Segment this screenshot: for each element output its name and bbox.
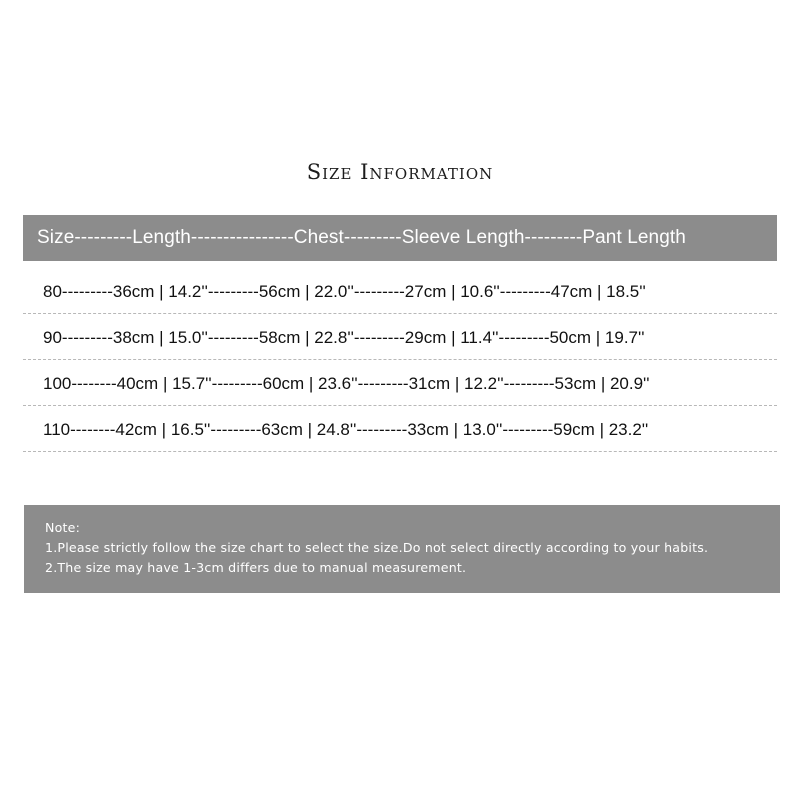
table-row: 80---------36cm | 14.2''---------56cm | 22.0''---------27cm | 10.6''---------47cm | 18.5'' [23,268,777,314]
size-table-header: Size---------Length----------------Chest---------Sleeve Length---------Pant Length [23,215,777,261]
table-row: 110--------42cm | 16.5''---------63cm | 24.8''---------33cm | 13.0''---------59cm | 23.2'' [23,406,777,452]
note-line-2: 2.The size may have 1-3cm differs due to manual measurement. [45,560,467,575]
note-box [24,505,780,593]
note-heading: Note: [45,520,81,535]
page-title: Size Information [306,160,494,184]
table-row: 100--------40cm | 15.7''---------60cm | 23.6''---------31cm | 12.2''---------53cm | 20.9'' [23,360,777,406]
table-row: 90---------38cm | 15.0''---------58cm | 22.8''---------29cm | 11.4''---------50cm | 19.7'' [23,314,777,360]
size-table-body [23,268,777,452]
note-line-1: 1.Please strictly follow the size chart to select the size.Do not select directly according to your habits. [45,540,709,555]
